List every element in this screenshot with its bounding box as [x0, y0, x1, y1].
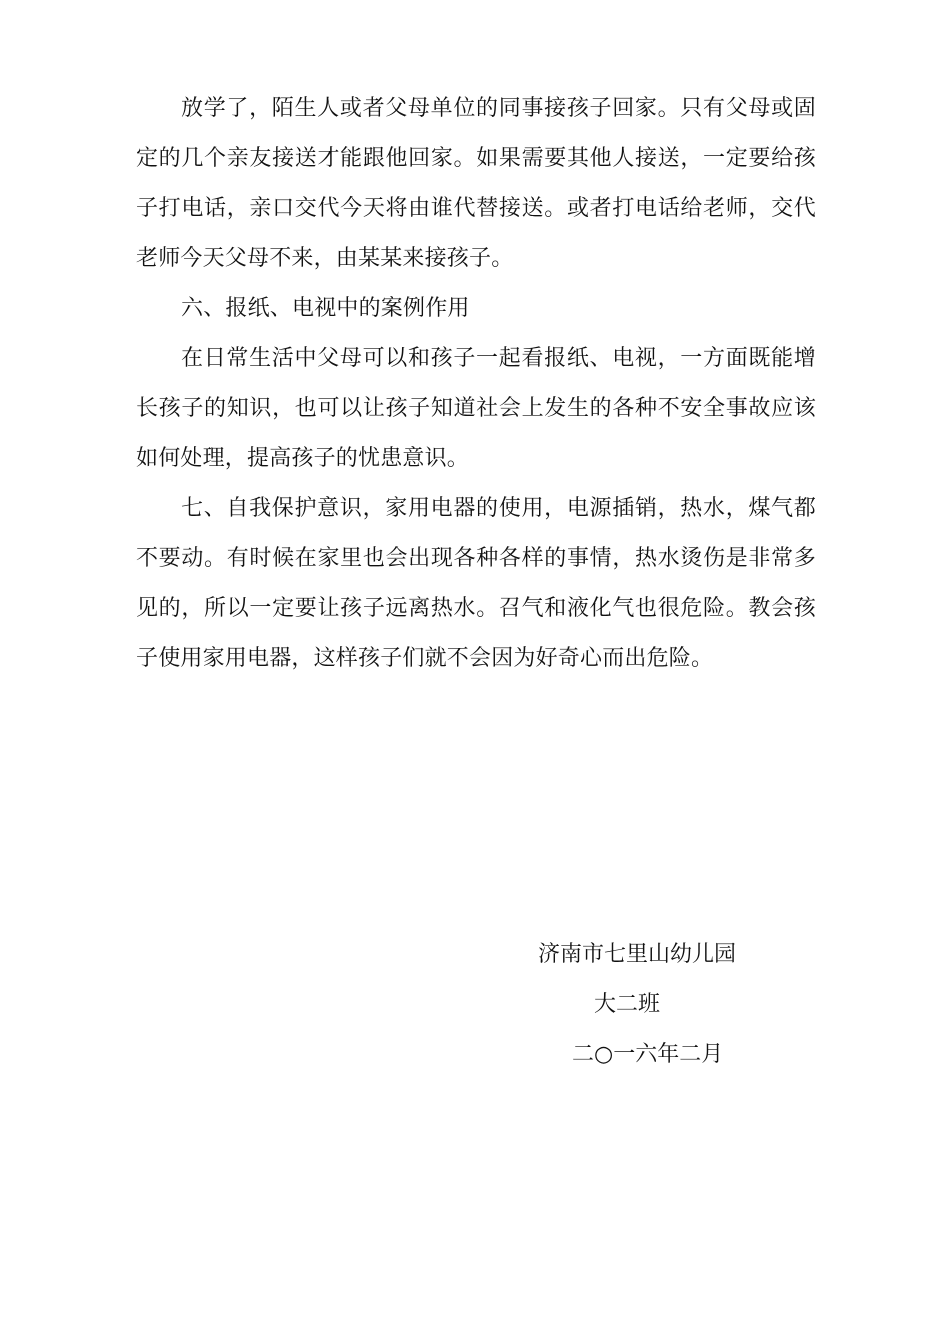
- signature-class: 大二班: [594, 992, 661, 1017]
- section-heading-news-cases: 六、报纸、电视中的案例作用: [181, 296, 470, 321]
- paragraph-self-protection: 七、自我保护意识，家用电器的使用，电源插销，热水，煤气都不要动。有时候在家里也会出现各种各样的事情，热水烫伤是非常多见的，所以一定要让孩子远离热水。召气和液化气也很危险。教会孩子使用家用电器，这样孩子们就不会因为好奇心而出危险。: [136, 496, 816, 671]
- signature-date: 二○一六年二月: [572, 1042, 724, 1067]
- paragraph-news-cases: 在日常生活中父母可以和孩子一起看报纸、电视，一方面既能增长孩子的知识，也可以让孩子知道社会上发生的各种不安全事故应该如何处理，提高孩子的忧患意识。: [136, 346, 816, 471]
- signature-school: 济南市七里山幼儿园: [538, 942, 737, 967]
- document-body: [136, 84, 816, 684]
- paragraph-pickup-safety: 放学了，陌生人或者父母单位的同事接孩子回家。只有父母或固定的几个亲友接送才能跟他回家。如果需要其他人接送，一定要给孩子打电话，亲口交代今天将由谁代替接送。或者打电话给老师，交代老师今天父母不来，由某某来接孩子。: [136, 96, 816, 271]
